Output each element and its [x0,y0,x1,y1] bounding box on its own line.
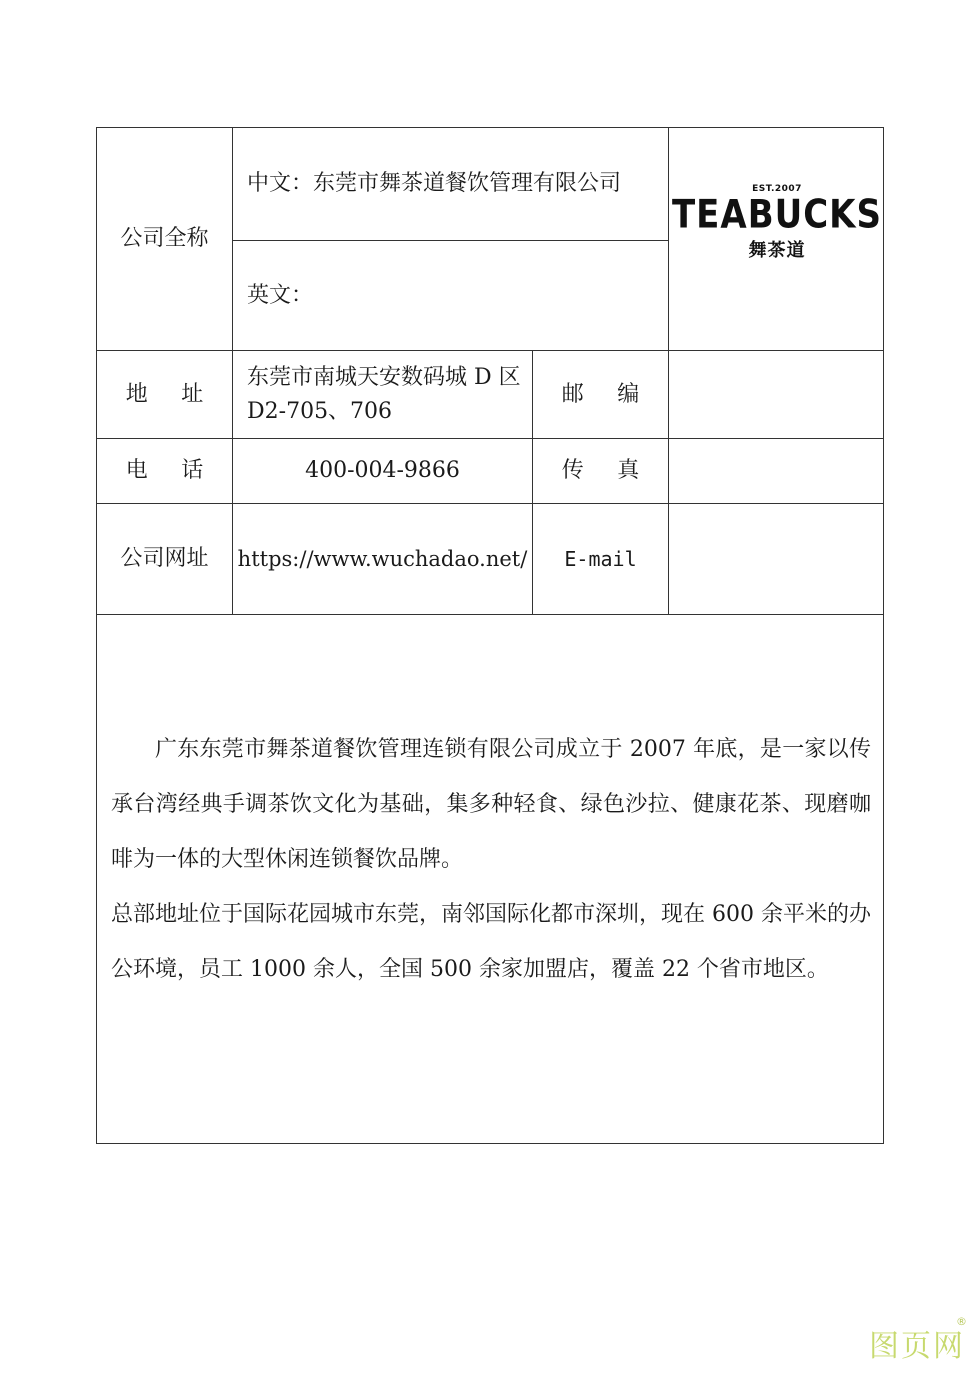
email-label: E-mail [564,547,637,571]
company-info-form [96,127,884,1144]
logo-est: EST.2007 [752,184,802,194]
address-value: 东莞市南城天安数码城 D 区 D2-705、706 [247,364,521,424]
watermark-text: 图页网 [869,1329,965,1364]
watermark [869,1315,969,1365]
email-value [669,504,883,614]
website-label: 公司网址 [120,546,209,571]
description-paragraph-2: 总部地址位于国际花园城市东莞，南邻国际化都市深圳，现在 600 余平米的办公环境，员工 1000 余人，全国 500 余家加盟店，覆盖 22 个省市地区。 [111,902,871,982]
phone-value: 400-004-9866 [305,458,460,483]
company-name-cn: 中文：东莞市舞茶道餐饮管理有限公司 [247,171,622,196]
address-label: 地 址 [125,381,217,407]
description-paragraph-1: 广东东莞市舞茶道餐饮管理连锁有限公司成立于 2007 年底，是一家以传承台湾经典手调茶饮文化为基础，集多种轻食、绿色沙拉、健康花茶、现磨咖啡为一体的大型休闲连锁餐饮品牌。 [111,737,871,872]
postcode-value [669,351,883,438]
website-value[interactable]: https://www.wuchadao.net/ [237,547,528,571]
registered-mark-icon: ® [956,1315,969,1328]
teabucks-logo [669,184,885,284]
logo-cn: 舞茶道 [748,240,806,261]
divider [97,614,883,615]
logo-brand: TEABUCKS [671,192,883,238]
fax-value [669,439,883,503]
company-description [111,722,871,997]
postcode-label: 邮 编 [561,381,653,407]
phone-label: 电 话 [125,458,217,483]
fax-label: 传 真 [561,458,653,483]
company-name-label: 公司全称 [120,226,209,251]
company-name-en: 英文： [247,282,314,308]
